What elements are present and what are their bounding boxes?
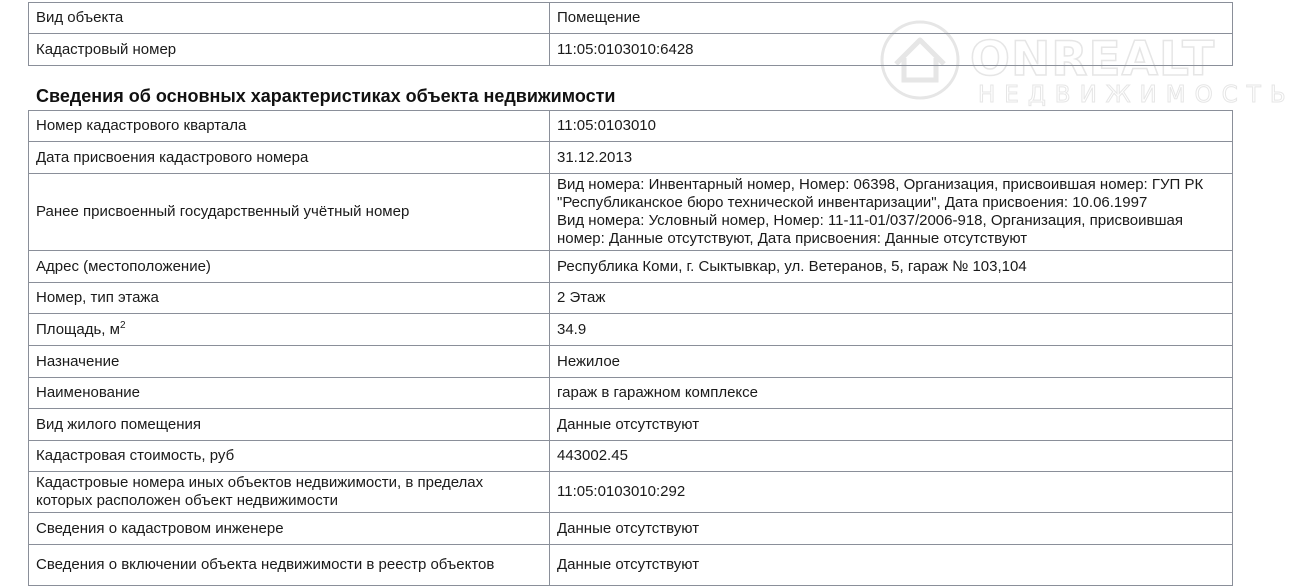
table-row	[29, 111, 1233, 142]
row-label: Адрес (местоположение)	[29, 251, 550, 283]
row-value: 2 Этаж	[550, 283, 1233, 314]
row-value: 34.9	[550, 314, 1233, 346]
row-label	[29, 545, 550, 586]
row-label: Кадастровая стоимость, руб	[29, 441, 550, 472]
row-label	[29, 314, 550, 346]
table-row	[29, 3, 1233, 34]
row-value: 31.12.2013	[550, 142, 1233, 174]
section-title: Сведения об основных характеристиках объекта недвижимости	[36, 86, 616, 106]
value-line: номер: Данные отсутствуют, Дата присвоения: Данные отсутствуют	[557, 230, 1028, 247]
row-label: Кадастровый номер	[29, 34, 550, 66]
label-line: которых расположен объект недвижимости	[36, 492, 338, 509]
row-value: Данные отсутствуют	[550, 513, 1233, 545]
row-label	[29, 472, 550, 513]
table-row	[29, 142, 1233, 174]
row-value: 11:05:0103010:292	[550, 472, 1233, 513]
row-value: гараж в гаражном комплексе	[550, 378, 1233, 409]
row-value: 11:05:0103010	[550, 111, 1233, 142]
table-row	[29, 545, 1233, 586]
table-row	[29, 283, 1233, 314]
table-row	[29, 378, 1233, 409]
row-label: Номер кадастрового квартала	[29, 111, 550, 142]
row-label: Назначение	[29, 346, 550, 378]
row-label: Сведения о кадастровом инженере	[29, 513, 550, 545]
label-line: Сведения о включении объекта недвижимости в реестр объектов	[36, 556, 495, 573]
row-value: Данные отсутствуют	[550, 545, 1233, 586]
row-value: 443002.45	[550, 441, 1233, 472]
table-row	[29, 174, 1233, 251]
row-label: Вид объекта	[29, 3, 550, 34]
table-row	[29, 314, 1233, 346]
area-label-text: Площадь, м	[36, 320, 120, 338]
table-row	[29, 441, 1233, 472]
row-value: Нежилое	[550, 346, 1233, 378]
row-value: Республика Коми, г. Сыктывкар, ул. Ветеранов, 5, гараж № 103,104	[550, 251, 1233, 283]
value-line: Вид номера: Инвентарный номер, Номер: 06398, Организация, присвоившая номер: ГУП РК	[557, 176, 1204, 193]
area-unit-superscript: 2	[119, 319, 126, 331]
row-value: 11:05:0103010:6428	[550, 34, 1233, 66]
row-label: Номер, тип этажа	[29, 283, 550, 314]
row-value: Данные отсутствуют	[550, 409, 1233, 441]
table-row	[29, 513, 1233, 545]
row-value: Помещение	[550, 3, 1233, 34]
value-line: "Республиканское бюро технической инвентаризации", Дата присвоения: 10.06.1997	[557, 194, 1148, 211]
table-row	[29, 409, 1233, 441]
table-row	[29, 472, 1233, 513]
row-value	[550, 174, 1233, 251]
table-row	[29, 34, 1233, 66]
object-summary-table	[28, 2, 1233, 66]
table-row	[29, 251, 1233, 283]
value-line: Вид номера: Условный номер, Номер: 11-11-01/037/2006-918, Организация, присвоившая	[557, 212, 1183, 229]
label-line: Кадастровые номера иных объектов недвижимости, в пределах	[36, 474, 484, 491]
watermark-brand: ONREALT	[970, 32, 1216, 87]
characteristics-table	[28, 110, 1233, 586]
row-label: Дата присвоения кадастрового номера	[29, 142, 550, 174]
row-label: Ранее присвоенный государственный учётный номер	[29, 174, 550, 251]
row-label: Вид жилого помещения	[29, 409, 550, 441]
watermark-subtitle: НЕДВИЖИМОСТЬ	[978, 82, 1295, 108]
row-label: Наименование	[29, 378, 550, 409]
table-row	[29, 346, 1233, 378]
